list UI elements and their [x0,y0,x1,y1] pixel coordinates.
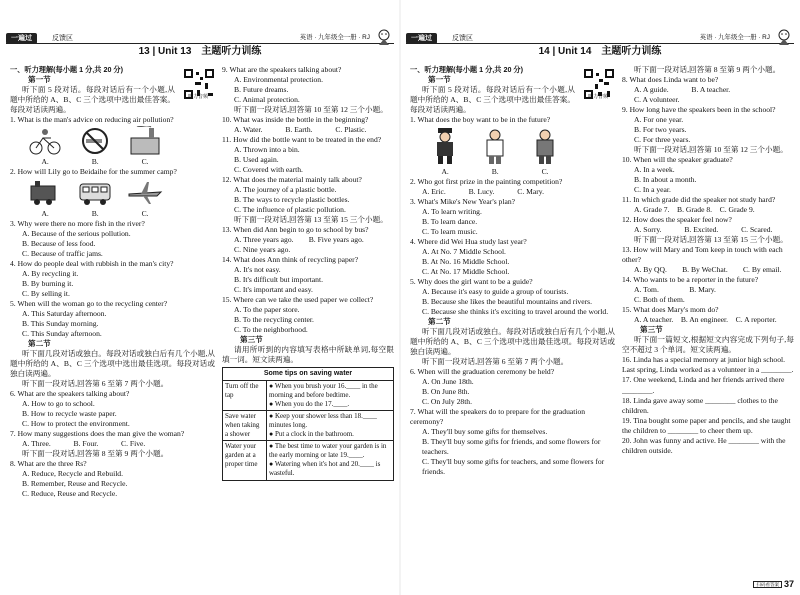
q14-option-a[interactable]: A. It's not easy. [234,265,281,275]
q3-option-c[interactable]: C. Because of traffic jams. [22,248,103,258]
table-row [223,380,394,410]
q2-option-a[interactable]: A. Eric. [422,186,446,196]
table-title: Some tips on saving water [223,368,394,380]
q1-pictures [410,126,570,166]
row-label: Turn off the tap [223,380,267,410]
bus-icon [77,178,113,208]
q12-option-c[interactable]: C. Scared. [741,225,773,235]
q4-option-a[interactable]: A. At No. 7 Middle School. [422,246,506,256]
page-number [753,579,794,591]
question-8: 8. What are the three Rs? [10,459,87,468]
question-1: 1. What does the boy want to be in the future? [410,114,551,124]
question-8: 8. What does Linda want to be? [622,75,719,85]
q10-options [222,125,394,135]
section-2-sub-2: 听下面一段对话,回答第 8 至第 9 两个小题。 [634,65,781,74]
q15-option-b[interactable]: B. To the recycling center. [234,315,314,325]
row-item[interactable]: ● The best time to water your garden is in the early morning or late 19.____. [269,442,387,460]
row-item[interactable]: ● When you brush your 16.____ in the morning and before bedtime. [269,381,378,399]
q2-option-b[interactable]: B. [91,208,99,218]
unit-title: 13 | Unit 13 主题听力训练 [138,46,262,57]
q9-option-a[interactable]: A. Environmental protection. [234,75,323,85]
right-column-1 [410,65,615,590]
q13-option-a[interactable]: A. Three years ago. [234,235,294,245]
part-heading: 一、听力理解(每小题 1 分,共 20 分) [410,65,524,74]
q13-option-a[interactable]: A. By QQ. [634,265,667,275]
section-3-instructions: 请用所听到的内容填写表格中所缺单词,每空限填一词。短文读两遍。 [222,345,394,365]
question-5: 5. Why does the girl want to be a guide? [410,276,533,286]
question-6: 6. What are the speakers talking about? [10,388,130,398]
q5-option-a[interactable]: A. This Saturday afternoon. [22,308,107,318]
q11-option-a[interactable]: A. Thrown into a bin. [234,145,300,155]
book-info: 英语 · 九年级全一册 · RJ [699,34,770,41]
section-3-instructions: 听下面一篇短文,根据短文内容完成下列句子,每空不超过 3 个单词。短文读两遍。 [622,335,794,355]
q1-options [10,157,170,167]
q4-option-b[interactable]: B. At No. 16 Middle School. [422,256,510,266]
q13-options [622,265,794,275]
q15-option-c[interactable]: C. To the neighborhood. [234,325,308,335]
question-12: 12. How does the speaker feel now? [622,215,732,225]
q7-option-c[interactable]: C. Five. [121,438,146,448]
q3-option-a[interactable]: A. To learn writing. [422,206,482,216]
factory-icon [127,126,163,156]
q7-option-c[interactable]: C. They'll buy some gifts for teachers, and some flowers for friends. [422,457,605,477]
feedback-tag: 反馈区 [452,35,473,42]
q6-option-c[interactable]: C. How to protect the environment. [22,418,130,428]
q10-option-c[interactable]: C. In a year. [634,185,671,195]
q3-option-a[interactable]: A. Because of the serious pollution. [22,228,131,238]
q6-option-a[interactable]: A. On June 18th. [422,376,474,386]
q4-option-c[interactable]: C. At No. 17 Middle School. [422,266,510,276]
q11-option-b[interactable]: B. Grade 8. [677,205,713,215]
q5-option-b[interactable]: B. This Sunday morning. [22,318,99,328]
q3-option-b[interactable]: B. To learn dance. [422,216,478,226]
question-13: 13. How will Mary and Tom keep in touch with each other? [622,245,783,265]
right-page [400,0,800,595]
question-1: 1. What is the man's advice on reducing air pollution? [10,114,174,124]
question-3: 3. What's Mike's New Year's plan? [410,196,515,206]
bicycle-icon [27,126,63,156]
question-14: 14. What does Ann think of recycling paper? [222,255,359,265]
q12-options [622,225,794,235]
question-11: 11. In which grade did the speaker not study hard? [622,195,776,205]
question-4: 4. How do people deal with rubbish in the man's city? [10,258,174,268]
section-2-instructions: 听下面几段对话或独白。每段对话或独白后有几个小题,从题中所给的 A、B、C 三个选项中选出最佳选项。每段对话或独白读两遍。 [10,348,215,378]
q2-option-c[interactable]: C. Mary. [517,186,544,196]
q15-options [622,315,794,325]
q13-options [222,235,394,245]
q2-options [410,187,615,197]
police-officer-icon [427,126,463,166]
q12-option-b[interactable]: B. Excited. [684,225,719,235]
q10-option-b[interactable]: B. In about a month. [634,175,697,185]
doctor-icon [477,126,513,166]
q5-option-c[interactable]: C. This Sunday afternoon. [22,328,102,338]
book-info: 英语 · 九年级全一册 · RJ [299,34,370,41]
q14-options [622,285,794,295]
row-label: Water your garden at a proper time [223,441,267,480]
question-10: 10. When will the speaker graduate? [622,155,733,165]
question-7: 7. What will the speakers do to prepare for the graduation ceremony? [410,406,586,426]
q7-option-a[interactable]: A. Three. [22,438,51,448]
q9-option-a[interactable]: A. For one year. [634,115,684,125]
section-1-instructions: 听下面 5 段对话。每段对话后有一个小题,从题中所给的 A、B、C 三个选项中选出最佳答案。每段对话读两遍。 [410,84,575,114]
unit-title: 14 | Unit 14 主题听力训练 [538,46,662,57]
q7-option-b[interactable]: B. They'll buy some gifts for friends, and some flowers for teachers. [422,437,601,457]
section-2-sub-3: 听下面一段对话,回答第 10 至第 12 三个小题。 [634,145,788,155]
question-16[interactable]: 16. Linda has a special memory at junior high school. Last spring, Linda worked as a volunteer in a ________. [622,355,794,375]
section-1-title: 第一节 [428,74,451,84]
q9-option-b[interactable]: B. For two years. [634,125,687,135]
question-2: 2. Who got first prize in the painting competition? [410,176,563,186]
q8-options [622,85,794,95]
row-item[interactable]: ● Watering when it's hot and 20.____ is wasteful. [269,460,381,478]
question-9: 9. How long have the speakers been in the school? [622,105,776,115]
q3-option-b[interactable]: B. Because of less food. [22,238,96,248]
page-number-value: 37 [783,579,794,590]
q13-option-c[interactable]: C. Nine years ago. [234,245,291,255]
q15-option-a[interactable]: A. To the paper store. [234,305,300,315]
table-row [223,441,394,480]
question-2: 2. How will Lily go to Beidaihe for the summer camp? [10,166,177,176]
section-2-sub-4: 听下面一段对话,回答第 13 至第 15 三个小题。 [234,215,388,225]
q12-option-a[interactable]: A. Sorry. [634,225,662,235]
water-tips-table [222,367,394,480]
question-11: 11. How did the bottle want to be treated in the end? [222,135,382,145]
q10-option-c[interactable]: C. Plastic. [335,125,367,135]
section-1-title: 第一节 [28,74,51,84]
q1-option-a[interactable]: A. [441,166,449,176]
q8-option-c[interactable]: C. A volunteer. [634,95,680,105]
q5-option-a[interactable]: A. Because it's easy to guide a group of tourists. [422,286,569,296]
right-column-2 [622,65,794,590]
question-13: 13. When did Ann begin to go to school by bus? [222,225,369,235]
q10-option-b[interactable]: B. Earth. [285,125,313,135]
page-header [406,33,794,63]
q14-option-c[interactable]: C. Both of them. [634,295,685,305]
q6-option-c[interactable]: C. On July 28th. [422,396,472,406]
brand-logo: 一遍过 [406,33,437,44]
q2-options [10,209,170,219]
question-18[interactable]: 18. Linda gave away some ________ clothes to the children. [622,395,778,415]
worker-icon [527,126,563,166]
q1-option-b[interactable]: B. [91,156,99,166]
section-2-sub-4: 听下面一段对话,回答第 13 至第 15 三个小题。 [634,235,788,245]
q14-option-c[interactable]: C. It's important and easy. [234,285,313,295]
question-5: 5. When will the woman go to the recycling center? [10,298,168,308]
q2-pictures [10,178,170,208]
q12-option-c[interactable]: C. The influence of plastic pollution. [234,205,346,215]
q2-option-c[interactable]: C. [141,208,149,218]
q14-option-a[interactable]: A. Tom. [634,285,659,295]
section-3-title: 第三节 [640,325,663,335]
q1-options [410,167,570,177]
train-icon [27,178,63,208]
row-item[interactable]: ● When you do the 17.____. [269,399,350,408]
question-15: 15. Where can we take the used paper we collect? [222,295,374,305]
q3-option-c[interactable]: C. To learn music. [422,226,478,236]
q1-option-c[interactable]: C. [541,166,549,176]
feedback-tag: 反馈区 [52,35,73,42]
plane-icon [127,178,163,208]
q8-option-b[interactable]: B. A teacher. [691,85,731,95]
q1-option-b[interactable]: B. [491,166,499,176]
brand-logo: 一遍过 [6,33,37,44]
section-2-title: 第二节 [428,316,451,326]
q1-option-a[interactable]: A. [41,156,49,166]
page-header [6,33,394,63]
q7-option-a[interactable]: A. They'll buy some gifts for themselves. [422,426,548,436]
row-item[interactable]: ● Put a clock in the bathroom. [269,430,354,439]
left-column-2 [222,65,394,590]
row-label: Save water when taking a shower [223,410,267,440]
q13-option-b[interactable]: B. Five years ago. [308,235,364,245]
section-2-sub-1: 听下面一段对话,回答第 6 至第 7 两个小题。 [422,356,569,366]
q15-option-c[interactable]: C. A reporter. [735,315,777,325]
q11-option-c[interactable]: C. Covered with earth. [234,165,303,175]
q4-option-b[interactable]: B. By burning it. [22,278,74,288]
q9-option-c[interactable]: C. For three years. [634,135,691,145]
table-row [223,410,394,440]
q13-option-b[interactable]: B. By WeChat. [682,265,728,275]
q7-options [10,439,215,449]
q9-option-c[interactable]: C. Animal protection. [234,95,300,105]
row-item[interactable]: ● Keep your shower less than 18.____ minutes long. [269,411,377,429]
question-7: 7. How many suggestions does the man give the woman? [10,428,185,438]
q6-option-b[interactable]: B. How to recycle waste paper. [22,408,117,418]
question-15: 15. What does Mary's mom do? [622,305,719,315]
q13-option-c[interactable]: C. By email. [742,265,782,275]
section-2-sub-3: 听下面一段对话,回答第 10 至第 12 三个小题。 [234,105,388,115]
section-3-title: 第三节 [240,335,263,345]
q11-options [622,205,794,215]
q4-option-a[interactable]: A. By recycling it. [22,268,79,278]
question-12: 12. What does the material mainly talk about? [222,175,362,185]
part-heading: 一、听力理解(每小题 1 分,共 20 分) [10,65,124,74]
question-10: 10. What was inside the bottle in the beginning? [222,115,369,125]
q1-option-c[interactable]: C. [141,156,149,166]
q11-option-c[interactable]: C. Grade 9. [719,205,755,215]
q8-option-a[interactable]: A. A guide. [634,85,669,95]
q10-option-a[interactable]: A. In a week. [634,165,675,175]
question-14: 14. Who wants to be a reporter in the future? [622,275,759,285]
q4-option-c[interactable]: C. By selling it. [22,288,70,298]
q5-option-c[interactable]: C. Because she thinks it's exciting to travel around the world. [422,306,609,316]
section-2-sub-1: 听下面一段对话,回答第 6 至第 7 两个小题。 [22,378,169,388]
q2-option-a[interactable]: A. [41,208,49,218]
q1-pictures [10,126,170,156]
answer-box-label: 扫码看答案 [753,581,782,588]
q10-option-a[interactable]: A. Water. [234,125,263,135]
section-2-sub-2: 听下面一段对话,回答第 8 至第 9 两个小题。 [22,448,169,458]
question-17[interactable]: 17. One weekend, Linda and her friends arrived there ________. [622,375,785,395]
q12-option-b[interactable]: B. The ways to recycle plastic bottles. [234,195,350,205]
no-smoking-icon [77,126,113,156]
q15-option-b[interactable]: B. An engineer. [680,315,729,325]
section-2-instructions: 听下面几段对话或独白。每段对话或独白后有几个小题,从题中所给的 A、B、C 三个选项中选出最佳选项。每段对话或独白读两遍。 [410,326,615,356]
q11-option-b[interactable]: B. Used again. [234,155,279,165]
section-2-title: 第二节 [28,338,51,348]
question-9: 9. What are the speakers talking about? [222,65,342,74]
left-column-1 [10,65,215,590]
question-4: 4. Where did Wei Hua study last year? [410,236,527,246]
q2-option-b[interactable]: B. Lucy. [468,186,495,196]
q14-option-b[interactable]: B. Mary. [689,285,716,295]
q12-option-a[interactable]: A. The journey of a plastic bottle. [234,185,337,195]
q8-option-c[interactable]: C. Reduce, Reuse and Recycle. [22,489,118,499]
question-20[interactable]: 20. John was funny and active. He ________ with the children outside. [622,435,786,455]
q5-option-b[interactable]: B. Because she likes the beautiful mountains and rivers. [422,296,592,306]
question-19[interactable]: 19. Tina bought some paper and pencils, and she taught the children to ________ to cheer them up. [622,415,791,435]
q6-option-b[interactable]: B. On June 8th. [422,386,470,396]
q9-option-b[interactable]: B. Future dreams. [234,85,289,95]
q8-option-b[interactable]: B. Remember, Reuse and Recycle. [22,479,128,489]
q11-option-a[interactable]: A. Grade 7. [634,205,670,215]
question-6: 6. When will the graduation ceremony be held? [410,366,555,376]
qr-caption: 听力音频 [587,95,608,100]
q8-option-a[interactable]: A. Reduce, Recycle and Rebuild. [22,469,124,479]
section-1-instructions: 听下面 5 段对话。每段对话后有一个小题,从题中所给的 A、B、C 三个选项中选出最佳答案。每段对话读两遍。 [10,84,175,114]
qr-caption: 听力音频 [187,95,208,100]
q15-option-a[interactable]: A. A teacher. [634,315,674,325]
q7-option-b[interactable]: B. Four. [73,438,99,448]
question-3: 3. Why were there no more fish in the river? [10,218,145,228]
q14-option-b[interactable]: B. It's difficult but important. [234,275,323,285]
q6-option-a[interactable]: A. How to go to school. [22,398,95,408]
